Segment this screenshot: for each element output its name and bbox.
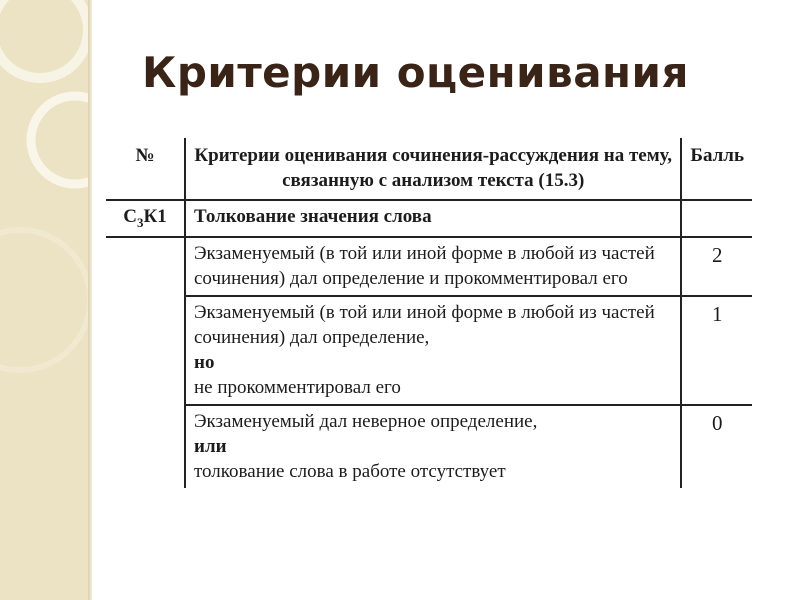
header-criteria: Критерии оценивания сочинения-рассуждения на тему, связанную с анализом текста (15.3) <box>185 138 681 200</box>
header-score: Балль <box>681 138 752 200</box>
criterion-score: 1 <box>681 296 752 405</box>
criterion-score: 0 <box>711 411 723 436</box>
criteria-table-container <box>106 138 752 554</box>
criterion-connector: или <box>194 435 227 457</box>
table-header-row <box>106 138 752 200</box>
section-code: $С_3К1$ <box>106 200 185 237</box>
table-row <box>106 405 752 488</box>
section-score-empty <box>681 200 752 237</box>
criterion-connector: но <box>194 351 215 373</box>
decorative-side-band <box>0 0 88 600</box>
criterion-text: Экзаменуемый (в той или иной форме в любой из частей сочинения) дал определение, но не прокомментировал его <box>185 296 681 405</box>
table-row <box>106 237 752 296</box>
page-title: Критерии оценивания <box>142 48 689 97</box>
side-band-edge <box>88 0 92 600</box>
decorative-circles-graphic <box>0 0 88 600</box>
section-row <box>106 200 752 237</box>
criterion-text: Экзаменуемый дал неверное определение, или толкование слова в работе отсутствует <box>185 405 681 488</box>
table-row <box>106 296 752 405</box>
criterion-score: 2 <box>681 237 752 296</box>
section-label: Толкование значения слова <box>185 200 681 237</box>
criterion-text: Экзаменуемый (в той или иной форме в любой из частей сочинения) дал определение и прокомментировал его <box>185 237 681 296</box>
header-number: № <box>106 138 185 200</box>
criteria-table <box>106 138 752 488</box>
